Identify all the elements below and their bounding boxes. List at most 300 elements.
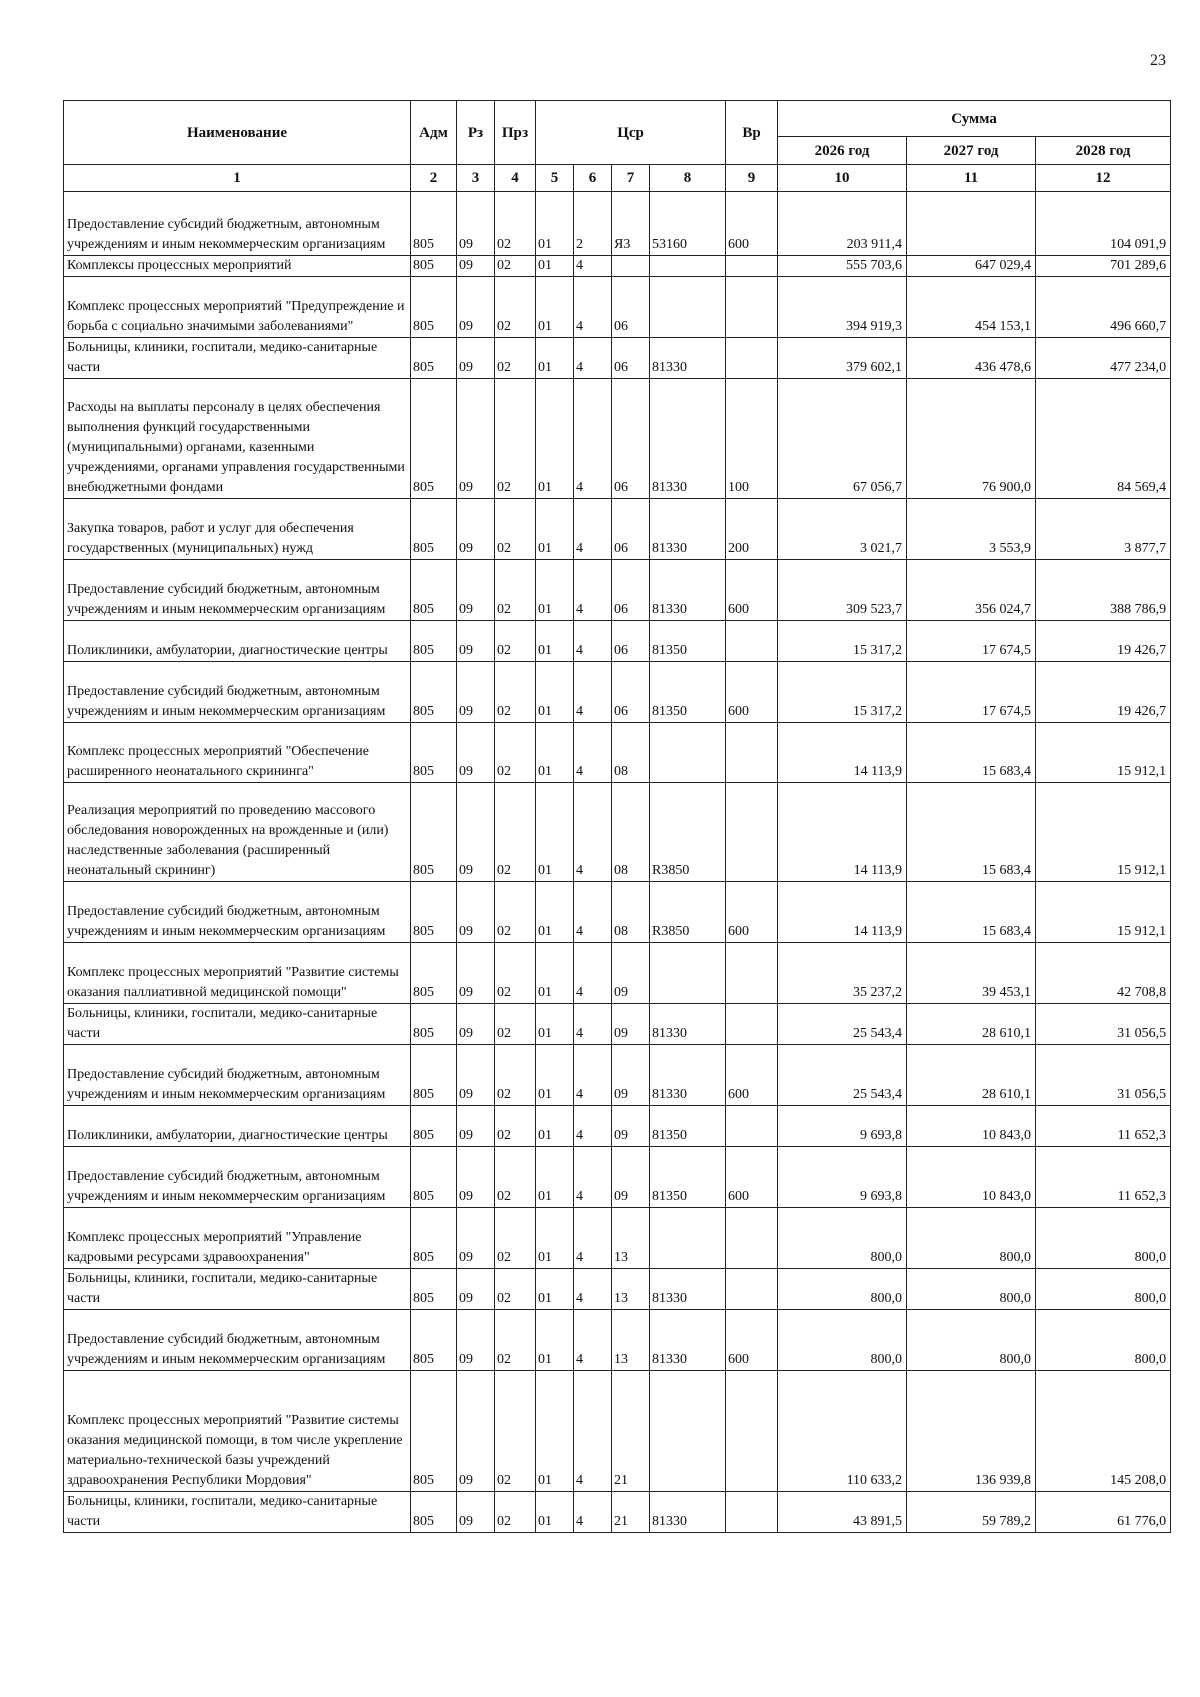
row-name-cell: Больницы, клиники, госпитали, медико-санитарные части (64, 1004, 411, 1045)
amount-2027-cell (907, 192, 1036, 256)
csr-part-4-cell: R3850 (650, 783, 726, 882)
amount-2026-cell: 15 317,2 (778, 662, 907, 723)
table-row (64, 1045, 1171, 1106)
amount-2028-cell: 31 056,5 (1036, 1045, 1171, 1106)
csr-part-1-cell: 01 (536, 1310, 574, 1371)
row-name-cell: Комплексы процессных мероприятий (64, 256, 411, 277)
amount-2027-cell: 15 683,4 (907, 882, 1036, 943)
table-row (64, 1004, 1171, 1045)
table-row (64, 1371, 1171, 1492)
table-row (64, 723, 1171, 783)
vr-cell (726, 256, 778, 277)
amount-2028-cell: 15 912,1 (1036, 882, 1171, 943)
csr-part-3-cell: 09 (612, 1147, 650, 1208)
row-name-cell: Комплекс процессных мероприятий "Развитие системы оказания паллиативной медицинской помощи" (64, 943, 411, 1004)
row-name-cell: Предоставление субсидий бюджетным, автономным учреждениям и иным некоммерческим организациям (64, 882, 411, 943)
amount-2027-cell: 436 478,6 (907, 338, 1036, 379)
csr-part-4-cell (650, 1208, 726, 1269)
table-row (64, 621, 1171, 662)
amount-2026-cell: 309 523,7 (778, 560, 907, 621)
table-row (64, 379, 1171, 499)
table-row (64, 882, 1171, 943)
csr-part-3-cell: 13 (612, 1269, 650, 1310)
header-csr: Цср (536, 101, 726, 165)
csr-part-2-cell: 4 (574, 1045, 612, 1106)
adm-cell: 805 (411, 192, 457, 256)
prz-cell: 02 (495, 338, 536, 379)
amount-2027-cell: 647 029,4 (907, 256, 1036, 277)
table-row (64, 1492, 1171, 1533)
table-row (64, 192, 1171, 256)
csr-part-4-cell: 81330 (650, 1004, 726, 1045)
row-name-cell: Предоставление субсидий бюджетным, автономным учреждениям и иным некоммерческим организациям (64, 1045, 411, 1106)
csr-part-2-cell: 4 (574, 1371, 612, 1492)
rz-cell: 09 (457, 499, 495, 560)
amount-2028-cell: 388 786,9 (1036, 560, 1171, 621)
rz-cell: 09 (457, 723, 495, 783)
column-number: 6 (574, 165, 612, 192)
row-name-cell: Предоставление субсидий бюджетным, автономным учреждениям и иным некоммерческим организациям (64, 1310, 411, 1371)
prz-cell: 02 (495, 1269, 536, 1310)
vr-cell: 600 (726, 1310, 778, 1371)
amount-2028-cell: 496 660,7 (1036, 277, 1171, 338)
csr-part-3-cell: 06 (612, 621, 650, 662)
amount-2027-cell: 39 453,1 (907, 943, 1036, 1004)
amount-2027-cell: 17 674,5 (907, 621, 1036, 662)
csr-part-1-cell: 01 (536, 1147, 574, 1208)
column-number: 8 (650, 165, 726, 192)
adm-cell: 805 (411, 338, 457, 379)
column-number: 3 (457, 165, 495, 192)
amount-2026-cell: 14 113,9 (778, 723, 907, 783)
header-rz: Рз (457, 101, 495, 165)
csr-part-4-cell: 81330 (650, 1045, 726, 1106)
amount-2027-cell: 800,0 (907, 1310, 1036, 1371)
amount-2026-cell: 800,0 (778, 1269, 907, 1310)
amount-2028-cell: 42 708,8 (1036, 943, 1171, 1004)
amount-2028-cell: 145 208,0 (1036, 1371, 1171, 1492)
csr-part-2-cell: 4 (574, 882, 612, 943)
amount-2026-cell: 555 703,6 (778, 256, 907, 277)
row-name-cell: Больницы, клиники, госпитали, медико-санитарные части (64, 338, 411, 379)
prz-cell: 02 (495, 560, 536, 621)
csr-part-3-cell: 09 (612, 1106, 650, 1147)
csr-part-1-cell: 01 (536, 1371, 574, 1492)
csr-part-4-cell: 81330 (650, 379, 726, 499)
amount-2026-cell: 35 237,2 (778, 943, 907, 1004)
csr-part-4-cell: 53160 (650, 192, 726, 256)
vr-cell (726, 277, 778, 338)
prz-cell: 02 (495, 379, 536, 499)
prz-cell: 02 (495, 1045, 536, 1106)
table-row (64, 662, 1171, 723)
csr-part-2-cell: 4 (574, 277, 612, 338)
amount-2027-cell: 454 153,1 (907, 277, 1036, 338)
csr-part-1-cell: 01 (536, 1492, 574, 1533)
csr-part-1-cell: 01 (536, 1269, 574, 1310)
adm-cell: 805 (411, 379, 457, 499)
csr-part-3-cell: 09 (612, 1004, 650, 1045)
csr-part-1-cell: 01 (536, 1106, 574, 1147)
csr-part-4-cell: 81330 (650, 499, 726, 560)
rz-cell: 09 (457, 1208, 495, 1269)
vr-cell (726, 338, 778, 379)
rz-cell: 09 (457, 1269, 495, 1310)
vr-cell (726, 783, 778, 882)
column-number: 7 (612, 165, 650, 192)
adm-cell: 805 (411, 256, 457, 277)
prz-cell: 02 (495, 1371, 536, 1492)
amount-2027-cell: 10 843,0 (907, 1106, 1036, 1147)
table-row (64, 783, 1171, 882)
rz-cell: 09 (457, 621, 495, 662)
vr-cell (726, 621, 778, 662)
csr-part-4-cell (650, 723, 726, 783)
amount-2026-cell: 25 543,4 (778, 1004, 907, 1045)
table-row (64, 277, 1171, 338)
csr-part-2-cell: 2 (574, 192, 612, 256)
amount-2027-cell: 28 610,1 (907, 1004, 1036, 1045)
csr-part-2-cell: 4 (574, 499, 612, 560)
amount-2026-cell: 43 891,5 (778, 1492, 907, 1533)
adm-cell: 805 (411, 277, 457, 338)
csr-part-1-cell: 01 (536, 882, 574, 943)
amount-2027-cell: 76 900,0 (907, 379, 1036, 499)
csr-part-1-cell: 01 (536, 1208, 574, 1269)
table-row (64, 560, 1171, 621)
csr-part-2-cell: 4 (574, 783, 612, 882)
prz-cell: 02 (495, 1492, 536, 1533)
amount-2027-cell: 800,0 (907, 1269, 1036, 1310)
amount-2026-cell: 14 113,9 (778, 882, 907, 943)
csr-part-3-cell: 06 (612, 499, 650, 560)
csr-part-3-cell: 06 (612, 662, 650, 723)
column-number: 12 (1036, 165, 1171, 192)
csr-part-4-cell: 81330 (650, 560, 726, 621)
amount-2028-cell: 84 569,4 (1036, 379, 1171, 499)
amount-2028-cell: 104 091,9 (1036, 192, 1171, 256)
adm-cell: 805 (411, 1310, 457, 1371)
rz-cell: 09 (457, 277, 495, 338)
rz-cell: 09 (457, 662, 495, 723)
vr-cell (726, 1208, 778, 1269)
csr-part-4-cell (650, 277, 726, 338)
rz-cell: 09 (457, 1106, 495, 1147)
amount-2026-cell: 9 693,8 (778, 1106, 907, 1147)
amount-2026-cell: 67 056,7 (778, 379, 907, 499)
row-name-cell: Предоставление субсидий бюджетным, автономным учреждениям и иным некоммерческим организациям (64, 1147, 411, 1208)
adm-cell: 805 (411, 943, 457, 1004)
amount-2028-cell: 61 776,0 (1036, 1492, 1171, 1533)
rz-cell: 09 (457, 1004, 495, 1045)
adm-cell: 805 (411, 1004, 457, 1045)
csr-part-2-cell: 4 (574, 1106, 612, 1147)
csr-part-3-cell: 06 (612, 379, 650, 499)
csr-part-1-cell: 01 (536, 338, 574, 379)
csr-part-1-cell: 01 (536, 783, 574, 882)
csr-part-3-cell: 06 (612, 277, 650, 338)
csr-part-2-cell: 4 (574, 723, 612, 783)
prz-cell: 02 (495, 1310, 536, 1371)
csr-part-4-cell: 81330 (650, 1492, 726, 1533)
prz-cell: 02 (495, 192, 536, 256)
table-row (64, 1147, 1171, 1208)
adm-cell: 805 (411, 560, 457, 621)
amount-2027-cell: 59 789,2 (907, 1492, 1036, 1533)
vr-cell (726, 943, 778, 1004)
column-number: 4 (495, 165, 536, 192)
rz-cell: 09 (457, 783, 495, 882)
adm-cell: 805 (411, 723, 457, 783)
csr-part-1-cell: 01 (536, 662, 574, 723)
amount-2028-cell: 19 426,7 (1036, 662, 1171, 723)
amount-2026-cell: 9 693,8 (778, 1147, 907, 1208)
amount-2026-cell: 394 919,3 (778, 277, 907, 338)
rz-cell: 09 (457, 1492, 495, 1533)
row-name-cell: Больницы, клиники, госпитали, медико-санитарные части (64, 1492, 411, 1533)
csr-part-4-cell (650, 1371, 726, 1492)
adm-cell: 805 (411, 1045, 457, 1106)
amount-2027-cell: 3 553,9 (907, 499, 1036, 560)
amount-2028-cell: 800,0 (1036, 1269, 1171, 1310)
csr-part-1-cell: 01 (536, 379, 574, 499)
amount-2027-cell: 356 024,7 (907, 560, 1036, 621)
csr-part-2-cell: 4 (574, 256, 612, 277)
table-row (64, 1106, 1171, 1147)
csr-part-2-cell: 4 (574, 1147, 612, 1208)
amount-2027-cell: 136 939,8 (907, 1371, 1036, 1492)
amount-2027-cell: 10 843,0 (907, 1147, 1036, 1208)
amount-2027-cell: 15 683,4 (907, 723, 1036, 783)
column-number: 10 (778, 165, 907, 192)
rz-cell: 09 (457, 192, 495, 256)
vr-cell: 600 (726, 192, 778, 256)
csr-part-3-cell: 21 (612, 1492, 650, 1533)
vr-cell (726, 1269, 778, 1310)
csr-part-3-cell: 06 (612, 560, 650, 621)
csr-part-4-cell: 81350 (650, 621, 726, 662)
amount-2028-cell: 11 652,3 (1036, 1106, 1171, 1147)
column-number: 11 (907, 165, 1036, 192)
amount-2028-cell: 15 912,1 (1036, 723, 1171, 783)
csr-part-2-cell: 4 (574, 943, 612, 1004)
csr-part-1-cell: 01 (536, 499, 574, 560)
amount-2026-cell: 3 021,7 (778, 499, 907, 560)
adm-cell: 805 (411, 1106, 457, 1147)
vr-cell (726, 723, 778, 783)
amount-2027-cell: 28 610,1 (907, 1045, 1036, 1106)
amount-2027-cell: 17 674,5 (907, 662, 1036, 723)
vr-cell (726, 1004, 778, 1045)
amount-2028-cell: 701 289,6 (1036, 256, 1171, 277)
csr-part-1-cell: 01 (536, 621, 574, 662)
vr-cell (726, 1492, 778, 1533)
amount-2027-cell: 15 683,4 (907, 783, 1036, 882)
amount-2028-cell: 15 912,1 (1036, 783, 1171, 882)
table-row (64, 1269, 1171, 1310)
csr-part-3-cell: Я3 (612, 192, 650, 256)
amount-2026-cell: 110 633,2 (778, 1371, 907, 1492)
prz-cell: 02 (495, 783, 536, 882)
vr-cell: 200 (726, 499, 778, 560)
vr-cell (726, 1371, 778, 1492)
rz-cell: 09 (457, 338, 495, 379)
prz-cell: 02 (495, 621, 536, 662)
adm-cell: 805 (411, 1371, 457, 1492)
table-body (64, 192, 1171, 1533)
adm-cell: 805 (411, 621, 457, 662)
csr-part-4-cell: 81350 (650, 1106, 726, 1147)
csr-part-4-cell: R3850 (650, 882, 726, 943)
column-number: 1 (64, 165, 411, 192)
rz-cell: 09 (457, 1045, 495, 1106)
csr-part-3-cell: 21 (612, 1371, 650, 1492)
adm-cell: 805 (411, 1147, 457, 1208)
header-prz: Прз (495, 101, 536, 165)
adm-cell: 805 (411, 783, 457, 882)
csr-part-3-cell: 09 (612, 1045, 650, 1106)
row-name-cell: Поликлиники, амбулатории, диагностические центры (64, 621, 411, 662)
prz-cell: 02 (495, 723, 536, 783)
page-number: 23 (1150, 52, 1166, 69)
row-name-cell: Поликлиники, амбулатории, диагностические центры (64, 1106, 411, 1147)
row-name-cell: Расходы на выплаты персоналу в целях обеспечения выполнения функций государственными (муниципальными) органами, казенными учреждениями, органами управления государственными внебюджетными фондами (64, 379, 411, 499)
csr-part-3-cell: 13 (612, 1310, 650, 1371)
table-row (64, 499, 1171, 560)
column-number: 5 (536, 165, 574, 192)
vr-cell: 600 (726, 1147, 778, 1208)
csr-part-4-cell (650, 256, 726, 277)
rz-cell: 09 (457, 379, 495, 499)
amount-2028-cell: 19 426,7 (1036, 621, 1171, 662)
row-name-cell: Комплекс процессных мероприятий "Развитие системы оказания медицинской помощи, в том числе укрепление материально-технической базы учреждений здравоохранения Республики Мордовия" (64, 1371, 411, 1492)
amount-2027-cell: 800,0 (907, 1208, 1036, 1269)
csr-part-1-cell: 01 (536, 277, 574, 338)
csr-part-4-cell: 81330 (650, 1269, 726, 1310)
header-vr: Вр (726, 101, 778, 165)
budget-table (63, 100, 1171, 1533)
prz-cell: 02 (495, 499, 536, 560)
row-name-cell: Предоставление субсидий бюджетным, автономным учреждениям и иным некоммерческим организациям (64, 560, 411, 621)
csr-part-1-cell: 01 (536, 256, 574, 277)
csr-part-4-cell: 81350 (650, 662, 726, 723)
csr-part-3-cell: 09 (612, 943, 650, 1004)
amount-2026-cell: 25 543,4 (778, 1045, 907, 1106)
header-year-2026: 2026 год (778, 137, 907, 165)
column-number: 9 (726, 165, 778, 192)
vr-cell: 100 (726, 379, 778, 499)
row-name-cell: Предоставление субсидий бюджетным, автономным учреждениям и иным некоммерческим организациям (64, 662, 411, 723)
header-sum: Сумма (778, 101, 1171, 137)
vr-cell: 600 (726, 662, 778, 723)
csr-part-1-cell: 01 (536, 723, 574, 783)
csr-part-4-cell: 81350 (650, 1147, 726, 1208)
vr-cell: 600 (726, 560, 778, 621)
amount-2026-cell: 379 602,1 (778, 338, 907, 379)
prz-cell: 02 (495, 662, 536, 723)
amount-2026-cell: 800,0 (778, 1310, 907, 1371)
table-row (64, 1310, 1171, 1371)
header-name: Наименование (64, 101, 411, 165)
prz-cell: 02 (495, 1147, 536, 1208)
amount-2028-cell: 477 234,0 (1036, 338, 1171, 379)
prz-cell: 02 (495, 1004, 536, 1045)
amount-2028-cell: 800,0 (1036, 1310, 1171, 1371)
csr-part-4-cell: 81330 (650, 338, 726, 379)
column-number: 2 (411, 165, 457, 192)
csr-part-2-cell: 4 (574, 379, 612, 499)
rz-cell: 09 (457, 1310, 495, 1371)
csr-part-2-cell: 4 (574, 1208, 612, 1269)
csr-part-3-cell: 13 (612, 1208, 650, 1269)
header-row-1 (64, 101, 1171, 137)
row-name-cell: Реализация мероприятий по проведению массового обследования новорожденных на врожденные и (или) наследственные заболевания (расширенный неонатальный скрининг) (64, 783, 411, 882)
column-number-row (64, 165, 1171, 192)
amount-2028-cell: 31 056,5 (1036, 1004, 1171, 1045)
table-row (64, 1208, 1171, 1269)
amount-2028-cell: 11 652,3 (1036, 1147, 1171, 1208)
prz-cell: 02 (495, 277, 536, 338)
vr-cell: 600 (726, 1045, 778, 1106)
csr-part-2-cell: 4 (574, 621, 612, 662)
csr-part-3-cell: 08 (612, 783, 650, 882)
csr-part-3-cell: 08 (612, 723, 650, 783)
csr-part-2-cell: 4 (574, 560, 612, 621)
csr-part-2-cell: 4 (574, 1269, 612, 1310)
amount-2026-cell: 203 911,4 (778, 192, 907, 256)
table-row (64, 338, 1171, 379)
row-name-cell: Закупка товаров, работ и услуг для обеспечения государственных (муниципальных) нужд (64, 499, 411, 560)
vr-cell (726, 1106, 778, 1147)
prz-cell: 02 (495, 1208, 536, 1269)
adm-cell: 805 (411, 1269, 457, 1310)
row-name-cell: Комплекс процессных мероприятий "Обеспечение расширенного неонатального скрининга" (64, 723, 411, 783)
adm-cell: 805 (411, 1492, 457, 1533)
csr-part-2-cell: 4 (574, 338, 612, 379)
amount-2028-cell: 3 877,7 (1036, 499, 1171, 560)
csr-part-2-cell: 4 (574, 1492, 612, 1533)
row-name-cell: Предоставление субсидий бюджетным, автономным учреждениям и иным некоммерческим организациям (64, 192, 411, 256)
csr-part-3-cell: 08 (612, 882, 650, 943)
csr-part-1-cell: 01 (536, 192, 574, 256)
csr-part-4-cell: 81330 (650, 1310, 726, 1371)
csr-part-1-cell: 01 (536, 1045, 574, 1106)
header-adm: Адм (411, 101, 457, 165)
table-row (64, 256, 1171, 277)
prz-cell: 02 (495, 882, 536, 943)
csr-part-2-cell: 4 (574, 662, 612, 723)
csr-part-1-cell: 01 (536, 943, 574, 1004)
adm-cell: 805 (411, 662, 457, 723)
adm-cell: 805 (411, 499, 457, 560)
rz-cell: 09 (457, 943, 495, 1004)
prz-cell: 02 (495, 256, 536, 277)
amount-2026-cell: 800,0 (778, 1208, 907, 1269)
rz-cell: 09 (457, 1147, 495, 1208)
csr-part-1-cell: 01 (536, 560, 574, 621)
amount-2026-cell: 15 317,2 (778, 621, 907, 662)
row-name-cell: Комплекс процессных мероприятий "Предупреждение и борьба с социально значимыми заболеваниями" (64, 277, 411, 338)
adm-cell: 805 (411, 1208, 457, 1269)
csr-part-3-cell (612, 256, 650, 277)
rz-cell: 09 (457, 1371, 495, 1492)
row-name-cell: Комплекс процессных мероприятий "Управление кадровыми ресурсами здравоохранения" (64, 1208, 411, 1269)
prz-cell: 02 (495, 1106, 536, 1147)
table-row (64, 943, 1171, 1004)
csr-part-2-cell: 4 (574, 1004, 612, 1045)
header-year-2028: 2028 год (1036, 137, 1171, 165)
csr-part-2-cell: 4 (574, 1310, 612, 1371)
